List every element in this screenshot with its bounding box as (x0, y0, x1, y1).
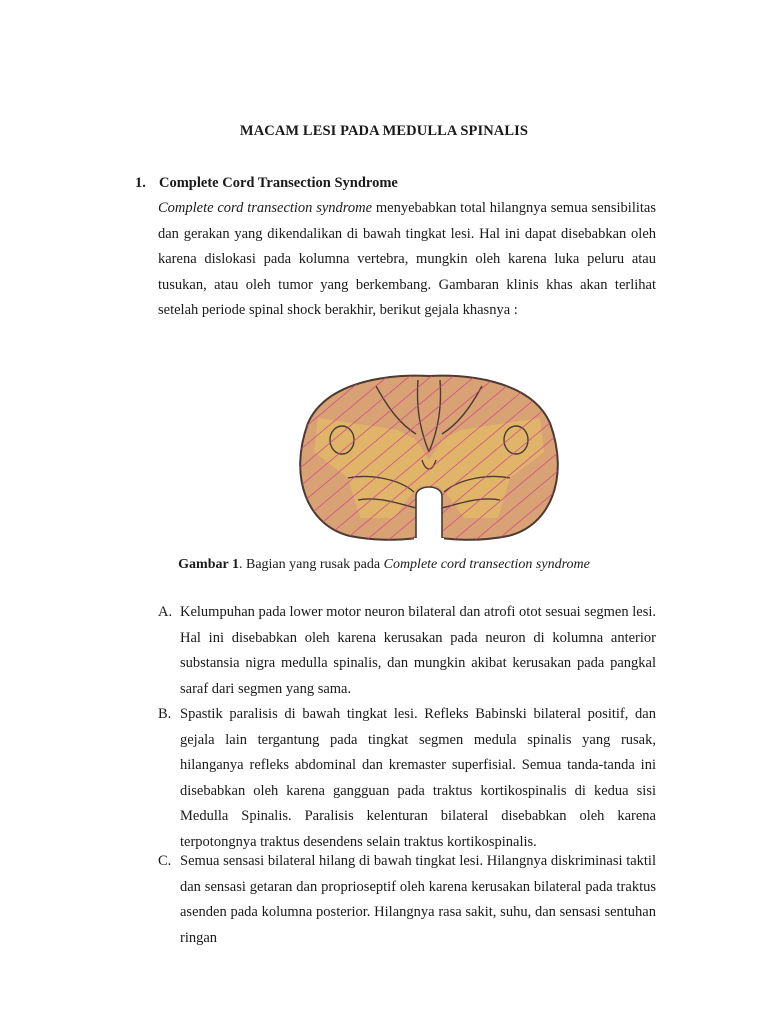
section-intro-paragraph (158, 196, 656, 324)
page-title: MACAM LESI PADA MEDULLA SPINALIS (239, 123, 529, 139)
list-item-a (158, 600, 656, 702)
list-item-b (158, 702, 656, 855)
figure-caption (0, 557, 768, 573)
section-heading-text: Complete Cord Transection Syndrome (159, 175, 398, 191)
list-marker: A. (158, 604, 173, 620)
intro-italic-term: Complete cord transection syndrome (158, 200, 373, 216)
intro-text: menyebabkan total hilangnya semua sensibilitas dan gerakan yang dikendalikan di bawah tingkat lesi. Hal ini dapat disebabkan oleh karena dislokasi pada kolumna vertebra, mungkin oleh karena luka peluru atau tusukan, atau oleh tumor yang berkembang. Gambaran klinis khas akan terlihat setelah periode spinal shock berakhir, berikut gejala khasnya : (158, 200, 656, 318)
caption-italic: Complete cord transection syndrome (383, 557, 590, 572)
cord-cross-section (288, 368, 570, 546)
spinal-cord-diagram (288, 368, 570, 546)
caption-label: Gambar 1 (178, 557, 239, 572)
list-marker: C. (158, 853, 172, 869)
list-item-text: Semua sensasi bilateral hilang di bawah tingkat lesi. Hilangnya diskriminasi taktil dan sensasi getaran dan proprioseptif oleh karena kerusakan bilateral pada traktus asenden pada kolumna posterior. Hilangnya rasa sakit, suhu, dan sensasi sentuhan ringan (180, 853, 656, 946)
list-marker: B. (158, 706, 172, 722)
section-number: 1. (135, 175, 146, 191)
section-heading (135, 175, 398, 192)
caption-text: . Bagian yang rusak pada (238, 557, 384, 572)
list-item-text: Kelumpuhan pada lower motor neuron bilateral dan atrofi otot sesuai segmen lesi. Hal ini disebabkan oleh karena kerusakan pada neuron di kolumna anterior substansia nigra medulla spinalis, dan mungkin akibat kerusakan pada pangkal saraf dari segmen yang sama. (180, 604, 656, 697)
list-item-text: Spastik paralisis di bawah tingkat lesi. Refleks Babinski bilateral positif, dan gejala lain tergantung pada tingkat segmen medula spinalis yang rusak, hilanganya refleks abdominal dan kremaster superfisial. Semua tanda-tanda ini disebabkan oleh karena gangguan pada traktus kortikospinalis di kedua sisi Medulla Spinalis. Paralisis kelenturan bilateral disebabkan oleh karena terpotongnya traktus desendens selain traktus kortikospinalis. (180, 706, 656, 850)
list-item-c (158, 849, 656, 951)
